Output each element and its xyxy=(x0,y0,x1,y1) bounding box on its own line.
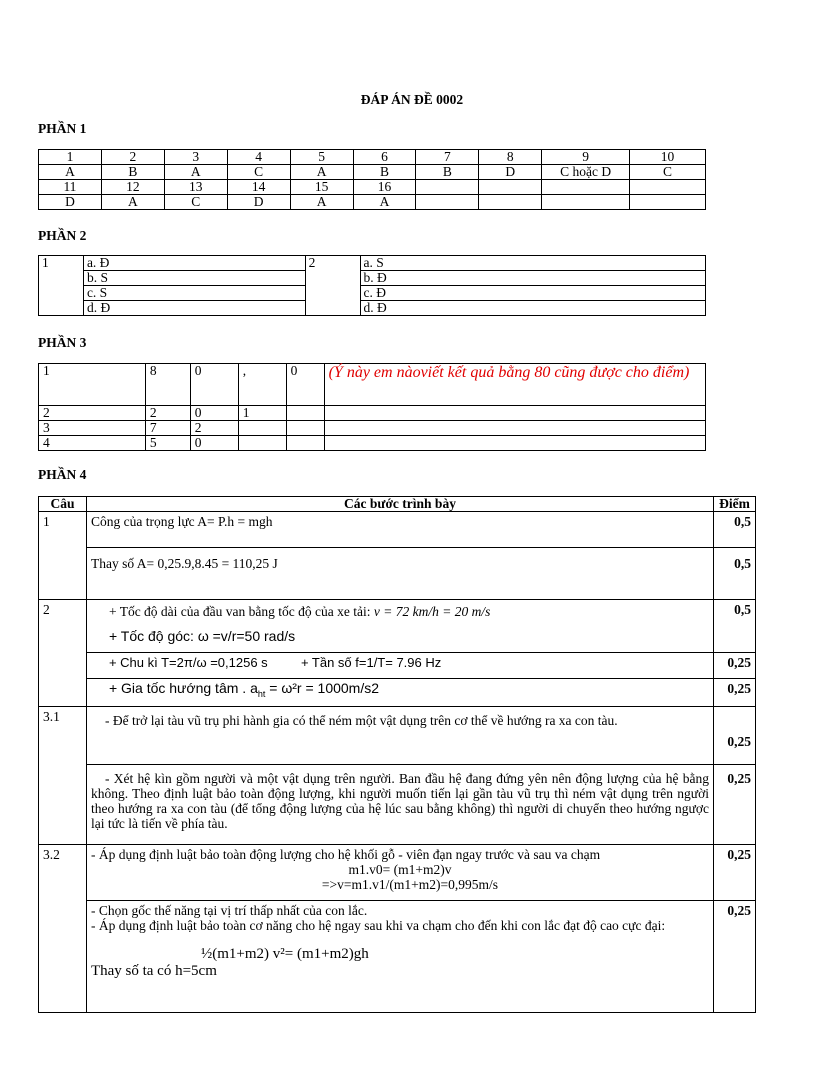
q2-velocity-value: v = 72 km/h = 20 m/s xyxy=(373,604,491,619)
q2-angular-value: ω =v/r=50 rad/s xyxy=(197,628,296,644)
part2-table xyxy=(38,255,706,316)
part2-q2-answer: d. Đ xyxy=(360,301,705,316)
q1-number: 1 xyxy=(39,512,87,600)
q1-points: 0,5 xyxy=(713,548,755,600)
part3-digit: 8 xyxy=(145,364,190,406)
part1-cell: 9 xyxy=(542,150,630,165)
part4-table xyxy=(38,496,756,1013)
part1-cell: B xyxy=(101,165,164,180)
part1-cell xyxy=(479,195,542,210)
part1-cell: 4 xyxy=(227,150,290,165)
q2-step-frequency: + Tần số f=1/T= 7.96 Hz xyxy=(300,655,442,670)
q32-number: 3.2 xyxy=(39,845,87,1013)
q2-points: 0,5 xyxy=(713,600,755,653)
header-diem: Điểm xyxy=(713,497,755,512)
part1-cell: 13 xyxy=(164,180,227,195)
part1-cell: 14 xyxy=(227,180,290,195)
part1-cell: 12 xyxy=(101,180,164,195)
part3-table xyxy=(38,363,706,451)
q32-step: - Chọn gốc thế năng tại vị trí thấp nhất của con lắc. xyxy=(90,903,368,918)
q2-points: 0,25 xyxy=(713,653,755,679)
part3-digit xyxy=(286,406,324,421)
part3-digit xyxy=(238,436,286,451)
part1-cell: A xyxy=(290,195,353,210)
part1-cell xyxy=(542,195,630,210)
part3-digit: 0 xyxy=(286,364,324,406)
q2-period-value: ω =0,1256 s xyxy=(196,655,268,670)
part1-cell: A xyxy=(164,165,227,180)
part1-cell xyxy=(630,195,706,210)
part1-cell: 15 xyxy=(290,180,353,195)
part1-cell: 6 xyxy=(353,150,416,165)
q2-step-acceleration: + Gia tốc hướng tâm . a xyxy=(108,680,258,696)
part3-question-number: 2 xyxy=(39,406,146,421)
part1-cell: D xyxy=(39,195,102,210)
part2-q1-answer: c. S xyxy=(83,286,305,301)
part1-cell: 1 xyxy=(39,150,102,165)
part1-cell: C hoặc D xyxy=(542,165,630,180)
part2-q2-answer: a. S xyxy=(360,256,705,271)
part1-cell: 11 xyxy=(39,180,102,195)
part2-q2-answer: c. Đ xyxy=(360,286,705,301)
q2-number: 2 xyxy=(39,600,87,707)
part1-cell xyxy=(416,180,479,195)
header-steps: Các bước trình bày xyxy=(86,497,713,512)
q32-energy-equation: ½(m1+m2) v²= (m1+m2)gh xyxy=(200,946,369,962)
part2-q1-answer: b. S xyxy=(83,271,305,286)
q32-step: - Áp dụng định luật bảo toàn động lượng cho hệ khối gỗ - viên đạn ngay trước và sau va chạm xyxy=(90,847,601,862)
part1-cell: 16 xyxy=(353,180,416,195)
q32-result: Thay số ta có h=5cm xyxy=(90,963,217,979)
part1-cell: 5 xyxy=(290,150,353,165)
part2-heading: PHẦN 2 xyxy=(38,228,87,243)
part3-digit xyxy=(286,421,324,436)
q32-points: 0,25 xyxy=(713,845,755,901)
part3-digit: , xyxy=(238,364,286,406)
q2-step-velocity: + Tốc độ dài của đầu van bằng tốc độ của xe tải: xyxy=(108,604,371,619)
q1-step: Công của trọng lực A= P.h = mgh xyxy=(86,512,713,548)
part3-digit: 2 xyxy=(190,421,238,436)
part3-digit: 1 xyxy=(238,406,286,421)
part2-q2-answer: b. Đ xyxy=(360,271,705,286)
part3-question-number: 3 xyxy=(39,421,146,436)
q2-acceleration-subscript: ht xyxy=(257,688,266,699)
part1-cell: 2 xyxy=(101,150,164,165)
part1-cell: 7 xyxy=(416,150,479,165)
part3-question-number: 4 xyxy=(39,436,146,451)
part3-question-number: 1 xyxy=(39,364,146,406)
part2-q2-number: 2 xyxy=(305,256,360,316)
part1-cell xyxy=(542,180,630,195)
part3-digit: 0 xyxy=(190,406,238,421)
part2-q1-number: 1 xyxy=(39,256,84,316)
part1-cell: 8 xyxy=(479,150,542,165)
part1-cell xyxy=(416,195,479,210)
part3-heading: PHẦN 3 xyxy=(38,335,87,350)
part3-digit: 2 xyxy=(145,406,190,421)
q32-points: 0,25 xyxy=(713,901,755,1013)
q2-step-angular: + Tốc độ góc: xyxy=(108,628,194,644)
part2-q1-answer: d. Đ xyxy=(83,301,305,316)
part1-cell: C xyxy=(630,165,706,180)
part1-cell: 3 xyxy=(164,150,227,165)
part1-heading: PHẦN 1 xyxy=(38,121,87,136)
page-title: ĐÁP ÁN ĐỀ 0002 xyxy=(360,92,464,107)
part1-cell: C xyxy=(227,165,290,180)
part3-digit: 0 xyxy=(190,364,238,406)
q31-points: 0,25 xyxy=(713,765,755,845)
part3-note xyxy=(324,406,705,421)
q31-number: 3.1 xyxy=(39,707,87,845)
part1-cell: A xyxy=(290,165,353,180)
part1-cell: D xyxy=(227,195,290,210)
part1-cell: D xyxy=(479,165,542,180)
part3-note: (Ý này em nàoviết kết quả bằng 80 cũng được cho điểm) xyxy=(324,364,705,406)
part4-heading: PHẦN 4 xyxy=(38,467,87,482)
part2-q1-answer: a. Đ xyxy=(83,256,305,271)
part1-cell: B xyxy=(416,165,479,180)
q31-step: - Xét hệ kìn gồm người và một vật dụng trên người. Ban đầu hệ đang đứng yên nên động lượng của hệ bằng không. Theo định luật bảo toàn động lượng, khi người muốn tiến lại gần tàu vũ trụ thì ném vật dụng trên người theo hướng ra xa con tàu (để tổng động lượng của hệ lúc sau bằng không) thì người di chuyển theo hướng ngược lại tức là tiến về phía tàu. xyxy=(86,765,713,845)
q31-step: - Để trở lại tàu vũ trụ phi hành gia có thể ném một vật dụng trên cơ thể về hướng ra xa con tàu. xyxy=(86,707,713,765)
q2-acceleration-value: = ω²r = 1000m/s2 xyxy=(265,680,380,696)
part1-cell: A xyxy=(353,195,416,210)
q2-step-period: + Chu kì T=2π/ xyxy=(108,655,197,670)
header-cau: Câu xyxy=(39,497,87,512)
q32-velocity-result: =>v=m1.v1/(m1+m2)=0,995m/s xyxy=(321,877,498,892)
part1-cell: A xyxy=(101,195,164,210)
q1-points: 0,5 xyxy=(713,512,755,548)
q32-step: - Áp dụng định luật bảo toàn cơ năng cho hệ ngay sau khi va chạm cho đến khi con lắc đạt độ cao cực đại: xyxy=(90,918,666,933)
part1-cell: C xyxy=(164,195,227,210)
part1-cell xyxy=(630,180,706,195)
part3-note xyxy=(324,436,705,451)
part1-cell: 10 xyxy=(630,150,706,165)
part3-note xyxy=(324,421,705,436)
part3-digit: 0 xyxy=(190,436,238,451)
part1-cell: B xyxy=(353,165,416,180)
part3-digit: 7 xyxy=(145,421,190,436)
q31-points: 0,25 xyxy=(713,707,755,765)
part1-table xyxy=(38,149,706,210)
part3-digit: 5 xyxy=(145,436,190,451)
part3-digit xyxy=(286,436,324,451)
q2-points: 0,25 xyxy=(713,679,755,707)
part1-cell: A xyxy=(39,165,102,180)
part3-digit xyxy=(238,421,286,436)
part1-cell xyxy=(479,180,542,195)
q1-step: Thay số A= 0,25.9,8.45 = 110,25 J xyxy=(86,548,713,600)
q32-momentum-equation: m1.v0= (m1+m2)v xyxy=(348,862,452,877)
